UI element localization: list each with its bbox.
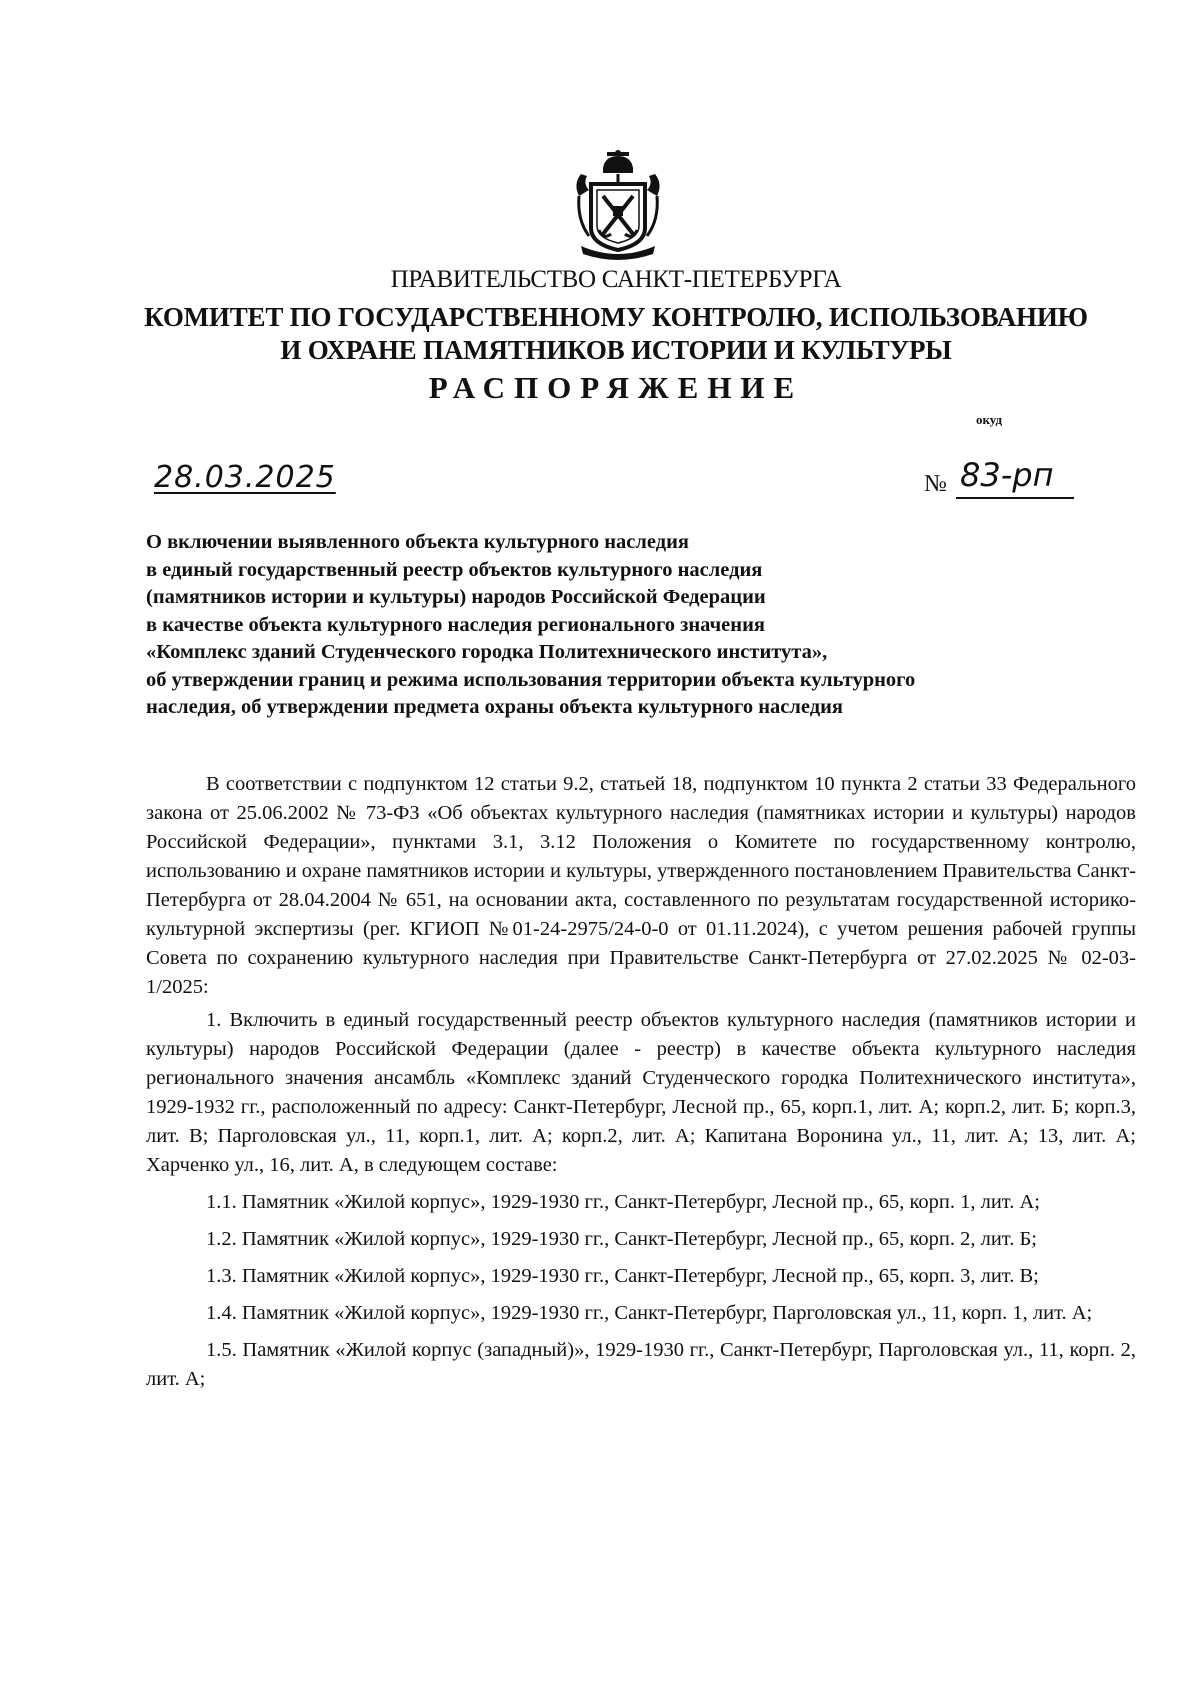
subject-line: «Комплекс зданий Студенческого городка Политехнического института», (146, 641, 828, 663)
number-value: 83-рп (960, 456, 1054, 494)
subject-line: О включении выявленного объекта культурного наследия (146, 531, 689, 553)
saint-petersburg-coat-of-arms-icon (573, 150, 663, 262)
sub-item-paragraph: 1.3. Памятник «Жилой корпус», 1929-1930 гг., Санкт-Петербург, Лесной пр., 65, корп. 3, лит. В; (206, 1265, 1039, 1287)
sub-item-paragraph: 1.1. Памятник «Жилой корпус», 1929-1930 гг., Санкт-Петербург, Лесной пр., 65, корп. 1, лит. А; (206, 1191, 1040, 1213)
okud-label: окуд (976, 412, 1003, 427)
number-underline (956, 497, 1074, 499)
document-type: РАСПОРЯЖЕНИЕ (428, 370, 804, 405)
committee-title (0, 301, 1200, 367)
sub-item-paragraph: 1.4. Памятник «Жилой корпус», 1929-1930 гг., Санкт-Петербург, Парголовская ул., 11, корп. 1, лит. А; (206, 1302, 1093, 1324)
preamble-paragraph: В соответствии с подпунктом 12 статьи 9.2, статьей 18, подпунктом 10 пункта 2 статьи 33 Федерального закона от 25.06.2002 № 73-ФЗ «Об объектах культурного наследия (памятниках истории и культуры) народов Российской Федерации», пунктами 3.1, 3.12 Положения о Комитете по государственному контролю, использованию и охране памятников истории и культуры, утвержденного постановлением Правительства Санкт-Петербурга от 28.04.2004 № 651, на основании акта, составленного по результатам государственной историко-культурной экспертизы (рег. КГИОП №01-24-2975/24-0-0 от 01.11.2024), с учетом решения рабочей группы Совета по сохранению культурного наследия при Правительстве Санкт-Петербурга от 27.02.2025 № 02-03-1/2025: (146, 773, 1136, 998)
sub-item-paragraph: 1.2. Памятник «Жилой корпус», 1929-1930 гг., Санкт-Петербург, Лесной пр., 65, корп. 2, лит. Б; (206, 1228, 1037, 1250)
committee-title-line: И ОХРАНЕ ПАМЯТНИКОВ ИСТОРИИ И КУЛЬТУРЫ (280, 335, 952, 365)
document-subject (146, 529, 1086, 722)
government-title: ПРАВИТЕЛЬСТВО САНКТ-ПЕТЕРБУРГА (390, 266, 842, 293)
item-1-paragraph: 1. Включить в единый государственный реестр объектов культурного наследия (памятников истории и культуры) народов Российской Федерации (далее - реестр) в качестве объекта культурного наследия регионального значения ансамбль «Комплекс зданий Студенческого городка Политехнического института», 1929-1932 гг., расположенный по адресу: Санкт-Петербург, Лесной пр., 65, корп.1, лит. А; корп.2, лит. Б; корп.3, лит. В; Парголовская ул., 11, корп.1, лит. А; корп.2, лит. А; Капитана Воронина ул., 11, лит. А; 13, лит. А; Харченко ул., 16, лит. А, в следующем составе: (146, 1009, 1136, 1176)
committee-title-line: КОМИТЕТ ПО ГОСУДАРСТВЕННОМУ КОНТРОЛЮ, ИСПОЛЬЗОВАНИЮ (144, 302, 1088, 332)
document-body (146, 770, 1136, 1394)
subject-line: в качестве объекта культурного наследия регионального значения (146, 613, 765, 636)
subject-line: (памятников истории и культуры) народов Российской Федерации (146, 586, 766, 608)
subject-line: наследия, об утверждении предмета охраны объекта культурного наследия (146, 696, 843, 718)
sub-item-paragraph: 1.5. Памятник «Жилой корпус (западный)», 1929-1930 гг., Санкт-Петербург, Парголовская ул., 11, корп. 2, лит. А; (146, 1339, 1136, 1390)
document-date: 28.03.2025 (154, 460, 336, 495)
number-label: № (924, 471, 947, 497)
document-number (924, 456, 1074, 506)
subject-line: об утверждении границ и режима использования территории объекта культурного (146, 668, 916, 691)
subject-line: в единый государственный реестр объектов культурного наследия (146, 558, 763, 581)
